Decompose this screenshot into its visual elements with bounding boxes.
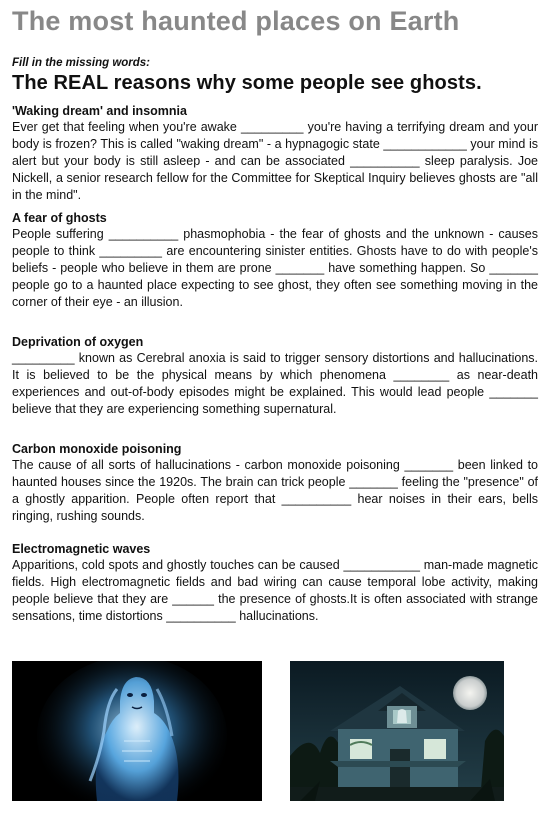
section-electromagnetic-waves	[12, 542, 538, 625]
section-text: Apparitions, cold spots and ghostly touches can be caused ___________ man-made magnetic fields. High electromagnetic fields and bad wiring can cause temporal lobe activity, making people believe that they are ______ the presence of ghosts.It is often associated with strange sensations, time distortions __________ hallucinations.	[12, 558, 538, 623]
section-fear-of-ghosts	[12, 211, 538, 311]
section-text: Ever get that feeling when you're awake _________ you're having a terrifying dream and your body is frozen? This is called "waking dream" - a hypnagogic state ____________ your mind is alert but your body is still asleep - and can be associated __________ sleep paralysis. Joe Nickell, a senior research fellow for the Committee for Skeptical Inquiry believes ghosts are "all in the mind".	[12, 120, 538, 202]
section-carbon-monoxide	[12, 442, 538, 525]
section-oxygen-deprivation	[12, 335, 538, 418]
worksheet-subtitle: The REAL reasons why some people see ghosts.	[12, 72, 482, 94]
section-text: The cause of all sorts of hallucinations - carbon monoxide poisoning _______ been linked to haunted houses since the 1920s. The brain can trick people _______ feeling the "presence" of a ghostly apparition. People often report that __________ hear noises in their ears, bells ringing, rushing sounds.	[12, 458, 538, 523]
section-text: People suffering __________ phasmophobia - the fear of ghosts and the unknown - causes people to think _________ are encountering sinister entities. Ghosts have to do with people's beliefs - people who believe in them are prone _______ have something happen. So _______ people go to a haunted place expecting to see ghost, they often see something moving in the corner of their eye - an illusion.	[12, 227, 538, 309]
section-text: _________ known as Cerebral anoxia is said to trigger sensory distortions and hallucinations. It is believed to be the physical means by which phenomena ________ as near-death experiences and out-of-body episodes might be explained. This would lead people _______ believe that they are experiencing something supernatural.	[12, 351, 538, 416]
section-heading: 'Waking dream' and insomnia	[12, 104, 187, 118]
ghost-figure-image	[12, 661, 262, 801]
section-heading: Electromagnetic waves	[12, 542, 151, 556]
page-title: The most haunted places on Earth	[12, 6, 460, 36]
instruction-text: Fill in the missing words:	[12, 57, 151, 69]
haunted-house-image	[290, 661, 504, 801]
section-heading: Carbon monoxide poisoning	[12, 442, 182, 456]
section-heading: Deprivation of oxygen	[12, 335, 144, 349]
section-waking-dream	[12, 104, 538, 204]
section-heading: A fear of ghosts	[12, 211, 107, 225]
